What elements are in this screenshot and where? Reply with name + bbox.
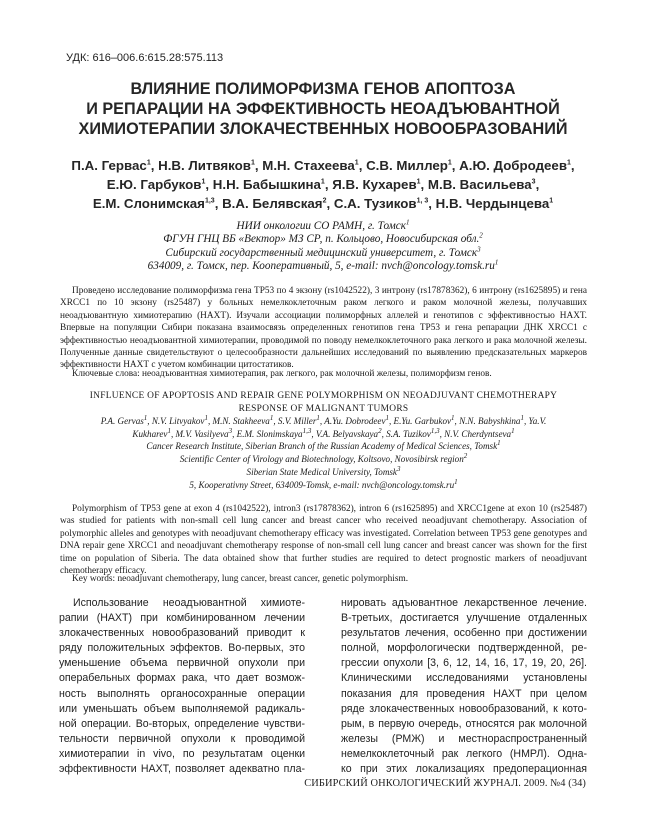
author-name: Kukharev (132, 428, 168, 439)
author-line (40, 175, 606, 194)
author-affil-index: 1 (354, 159, 359, 167)
affiliation-text: Scientific Center of Virology and Biotechnology, Koltsovo, Novosibirsk region (179, 454, 464, 465)
body-text-line: ряде злокачественных новообразований, к кото- (341, 702, 587, 715)
author-name: E.Yu. Garbukov (393, 416, 452, 426)
affiliation-text: Cancer Research Institute, Siberian Branch of the Russian Academy of Medical Sciences, Tomsk (146, 441, 498, 452)
affiliation-text: ФГУН ГНЦ ВБ «Вектор» МЗ СР, п. Кольцово, Новосибирская обл. (163, 233, 480, 246)
affiliation-line (60, 479, 587, 492)
abstract-ru: Проведено исследование полиморфизма гена TP53 по 4 экзону (rs1042522), 3 интрону (rs17878362), 6 интрону (rs1625895) и гена XRCC1 по 10 экзону (rs25487) у больных немелкоклеточным раком легкого и раком молочной железы, получавших неоадъювантную химиотерапию (НАХТ). Изучали ассоциации полиморфных аллелей и генотипов с эффективностью НАХТ. Впервые на популяции Сибири показана взаимосвязь определенных генотипов гена TP53 и гена репарации ДНК XRCC1 с эффективностью неоадъювантной химиотерапии, проводимой по поводу немелкоклеточного рака легкого и рака молочной железы. Полученные данные свидетельствуют о целесообразности дальнейших исследований по выявлению предсказательных маркеров эффективности НАХТ с учетом комбинации цитостатиков. (60, 286, 587, 371)
author-line (60, 415, 587, 428)
author-affil-index: 1 (204, 413, 208, 422)
author-affil-index: 1,3 (430, 426, 440, 435)
author-separator: , (273, 416, 278, 426)
author-name: Ya.V. (528, 416, 547, 426)
body-text-line: ность выполнять органосохранные операции (59, 687, 305, 700)
author-name: N.V. Cherdyntseva (444, 428, 512, 439)
author-affil-index: 3 (228, 426, 233, 435)
journal-footer: СИБИРСКИЙ ОНКОЛОГИЧЕСКИЙ ЖУРНАЛ. 2009. №4 (34) (304, 778, 586, 789)
body-text-line: злокачественных новообразований приводит к (59, 627, 305, 640)
body-text-line: полной, морфологически подтвержденной, ре- (341, 642, 587, 655)
body-text-line: химиотерапии in vivo, по результатам оценки (59, 747, 305, 760)
abstract-en: Polymorphism of TP53 gene at exon 4 (rs1042522), intron3 (rs17878362), intron 6 (rs1625895) and XRCC1gene at exon 10 (rs25487) was studied for patients with non-small cell lung cancer and breast cancer who received neoadjuvant chemotherapy. Association of polymorphic alleles and genotypes with neoadjuvant chemotherapy efficacy was investigated. Correlation between TP53 gene genotypes and DNA repair gene XRCC1 and neoadjuvant chemotherapy response of non-small cell lung cancer and breast cancer was shown for the first time on population of Siberia. The data obtained show that further studies are required to detect prognostic markers of neoadjuvant chemotherapy efficacy. (60, 504, 587, 577)
author-separator: , (147, 416, 152, 426)
body-text-line: грессии опухоли [3, 6, 12, 14, 16, 17, 19, 20, 26]. (341, 657, 587, 670)
affiliations-ru (40, 220, 606, 273)
author-affil-index: 1 (520, 413, 524, 422)
body-text-line: рапии (НАХТ) при комбинированном лечении (59, 612, 305, 625)
affiliation-line (40, 233, 606, 246)
author-name: E.M. Slonimskaya (236, 428, 303, 439)
body-text-line: эффективности НАХТ, позволяет адекватно пла- (59, 763, 305, 776)
affiliation-line (40, 220, 606, 233)
author-separator: , (439, 428, 445, 439)
author-separator: , (205, 177, 213, 192)
body-text-line: операбельных формах рака, что дает возмож- (59, 672, 305, 685)
author-name: M.V. Vasilyeva (175, 428, 229, 439)
authors-en-block (60, 415, 587, 491)
article-title (40, 79, 606, 139)
body-text-line: В-третьих, достигается улучшение отдаленных (341, 612, 587, 625)
author-name: М.Н. Стахеева (262, 158, 355, 173)
author-affil-index: 1 (316, 413, 320, 422)
author-name: M.N. Stakheeva (212, 416, 270, 426)
affiliation-index: 1 (405, 218, 410, 227)
author-name: S.A. Tuzikov (386, 428, 431, 439)
author-affil-index: 1 (385, 413, 389, 422)
author-name: Н.Н. Бабышкина (212, 177, 321, 192)
author-separator: , (326, 196, 334, 211)
author-name: Е.Ю. Гарбуков (106, 177, 202, 192)
author-affil-index: 1 (451, 413, 455, 422)
body-text-line: Использование неоадъювантной химиоте- (73, 597, 305, 609)
affiliations-en (60, 440, 587, 491)
author-affil-index: 1,3 (302, 426, 312, 435)
author-separator: , (454, 416, 460, 426)
affiliation-line (60, 466, 587, 479)
author-separator: , (381, 428, 387, 439)
body-text-line: ряду положительных эффектов. Во-первых, это (59, 642, 305, 655)
affiliation-line (60, 440, 587, 453)
affiliation-line (40, 244, 606, 260)
author-affil-index: 1 (146, 159, 151, 167)
keywords-ru: Ключевые слова: неоадъювантная химиотерапия, рак легкого, рак молочной железы, полиморфизм генов. (72, 369, 492, 379)
body-text-line: или уменьшать объем выполняемой радикаль- (59, 702, 305, 715)
body-text-line: уменьшение объема первичной опухоли при (59, 657, 305, 670)
affiliation-text: Сибирский государственный медицинский университет, г. Томск (165, 246, 478, 259)
author-affil-index: 1 (511, 426, 515, 435)
author-name: P.A. Gervas (100, 416, 144, 426)
author-affil-index: 1 (201, 178, 206, 186)
author-affil-index: 1 (269, 413, 274, 422)
affiliation-index: 2 (463, 452, 468, 461)
body-text-line: железы (РМЖ) и местнораспространенный (341, 732, 587, 745)
author-affil-index: 1,3 (204, 197, 215, 205)
author-name: Е.М. Слонимская (92, 196, 205, 211)
affiliation-line (40, 260, 606, 273)
author-affil-index: 1, 3 (416, 197, 429, 205)
body-text-line: Клиническими исследованиями установлены (341, 672, 587, 685)
author-affil-index: 1 (143, 413, 148, 422)
title-line: ВЛИЯНИЕ ПОЛИМОРФИЗМА ГЕНОВ АПОПТОЗА (130, 80, 516, 98)
keywords-en: Key words: neoadjuvant chemotherapy, lung cancer, breast cancer, genetic polymorphism. (72, 574, 409, 584)
body-text-line: показания для проведения НАХТ при целом (341, 687, 587, 700)
author-affil-index: 1 (250, 159, 255, 167)
author-separator: , (535, 177, 540, 192)
author-affil-index: 2 (322, 197, 327, 205)
author-separator: , (570, 158, 575, 173)
author-separator: , (311, 428, 316, 439)
affiliation-text: 634009, г. Томск, пер. Кооперативный, 5, e-mail: nvch@oncology.tomsk.ru (147, 259, 495, 272)
body-text-line: тельности первичной опухоли к проводимой (59, 732, 305, 745)
author-name: Я.В. Кухарев (332, 177, 417, 192)
affiliation-index: 1 (454, 477, 458, 486)
body-text-line: нировать адъювантное лекарственное лечение. (341, 597, 587, 609)
author-separator: , (358, 158, 367, 173)
affiliation-text: НИИ онкологии СО РАМН, г. Томск (236, 220, 406, 232)
author-separator: , (523, 416, 529, 426)
author-separator: , (324, 177, 333, 192)
author-name: S.V. Miller (277, 416, 317, 426)
author-separator: , (319, 416, 325, 426)
author-line (40, 194, 606, 213)
title-en-line: RESPONSE OF MALIGNANT TUMORS (238, 403, 409, 414)
affiliation-line (60, 453, 587, 466)
title-line: И РЕПАРАЦИИ НА ЭФФЕКТИВНОСТЬ НЕОАДЪЮВАНТНОЙ (86, 100, 560, 118)
author-name: N.N. Babyshkina (459, 416, 521, 426)
author-name: Н.В. Литвяков (158, 158, 251, 173)
author-separator: , (451, 158, 460, 173)
body-column-right (341, 596, 587, 777)
author-affil-index: 1 (549, 197, 554, 205)
author-affil-index: 1 (416, 178, 421, 186)
author-separator: , (232, 428, 237, 439)
author-name: Н.В. Чердынцева (435, 196, 550, 211)
affiliation-index: 2 (479, 231, 483, 240)
author-separator: , (428, 196, 436, 211)
author-affil-index: 2 (378, 426, 382, 435)
body-text-line: рым, в первую очередь, относятся рак молочной (341, 717, 587, 730)
author-separator: , (150, 158, 159, 173)
authors-en (60, 415, 587, 440)
affiliation-index: 1 (494, 258, 499, 267)
article-title-en (60, 390, 587, 415)
author-separator: , (388, 416, 394, 426)
author-line (60, 428, 587, 441)
author-name: С.В. Миллер (366, 158, 448, 173)
author-separator: , (254, 158, 263, 173)
body-text-line: ко при этих локализациях предоперационная (341, 763, 587, 776)
authors-ru (40, 156, 606, 213)
affiliation-index: 1 (497, 439, 501, 448)
body-column-left (59, 596, 305, 777)
body-text-line: ной операции. Во-вторых, определение чувстви- (59, 717, 305, 730)
author-separator: , (214, 196, 223, 211)
author-line (40, 156, 606, 175)
body-text-line: немелкоклеточный рак легкого (НМРЛ). Одна- (341, 747, 587, 760)
author-name: П.А. Гервас (71, 158, 147, 173)
affiliation-text: 5, Kooperativny Street, 634009-Tomsk, e-mail: nvch@oncology.tomsk.ru (189, 479, 455, 490)
author-name: A.Yu. Dobrodeev (324, 416, 386, 426)
author-affil-index: 3 (531, 178, 536, 186)
author-name: V.A. Belyavskaya (315, 428, 379, 439)
author-separator: , (207, 416, 213, 426)
author-name: С.А. Тузиков (333, 196, 417, 211)
author-separator: , (170, 428, 176, 439)
author-name: В.А. Белявская (222, 196, 323, 211)
author-affil-index: 1 (167, 426, 171, 435)
author-affil-index: 1 (447, 159, 452, 167)
title-line: ХИМИОТЕРАПИИ ЗЛОКАЧЕСТВЕННЫХ НОВООБРАЗОВАНИЙ (78, 120, 568, 138)
author-affil-index: 1 (567, 159, 571, 167)
affiliation-text: Siberian State Medical University, Tomsk (246, 466, 397, 477)
udc-code: УДК: 616–006.6:615.28:575.113 (66, 52, 224, 64)
author-name: М.В. Васильева (427, 177, 532, 192)
author-name: А.Ю. Добродеев (459, 158, 567, 173)
affiliation-index: 3 (396, 464, 401, 473)
affiliation-index: 3 (477, 244, 481, 253)
title-en-line: INFLUENCE OF APOPTOSIS AND REPAIR GENE POLYMORPHISM ON NEOADJUVANT CHEMOTHERAPY (89, 391, 558, 401)
author-affil-index: 1 (320, 178, 325, 186)
body-text-line: результатов лечения, особенно при достижении (341, 627, 587, 640)
author-name: N.V. Litvyakov (151, 416, 205, 426)
author-separator: , (420, 177, 428, 192)
